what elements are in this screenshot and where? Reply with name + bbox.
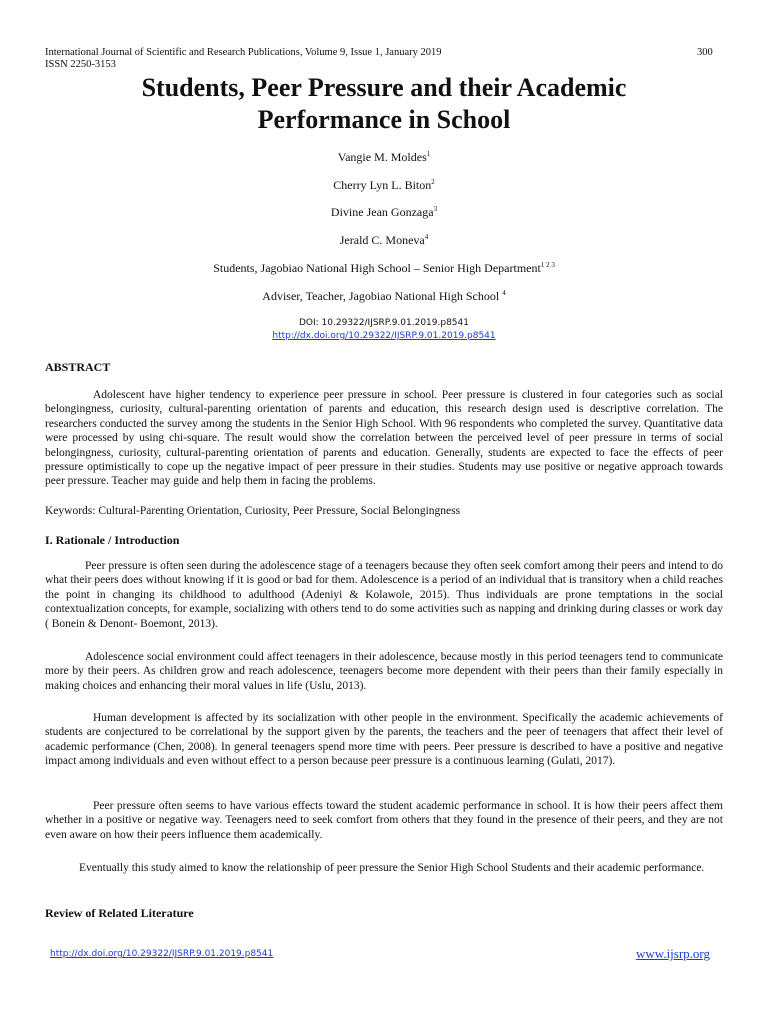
keywords: Keywords: Cultural-Parenting Orientation, Curiosity, Peer Pressure, Social Belongingness xyxy=(45,505,461,517)
author-4: Jerald C. Moneva$^4$ xyxy=(339,233,429,247)
footer-site-link[interactable]: www.ijsrp.org xyxy=(636,946,711,961)
paragraph: Eventually this study aimed to know the relationship of peer pressure the Senior High School Students and their academic performance. xyxy=(79,862,705,874)
page-number: 300 xyxy=(697,47,713,58)
paper-title xyxy=(60,72,708,136)
review-heading: Review of Related Literature xyxy=(45,906,194,920)
abstract-text: Adolescent have higher tendency to experience peer pressure in school. Peer pressure is clustered in four categories such as social belongingness, curiosity, cultural-parenting orientation of parents and education, this research design used is descriptive correlation. The researchers conducted the survey among the students in the Senior High School. With 96 respondents who completed the survey. Quantitative data were processed by using chi-square. The result would show the correlation between the perceived level of peer pressure in terms of social belongingness, curiosity, cultural-parenting orientation of parents and education. Generally, students are expected to face the effects of peer pressure optimistically to cope up the negative impact of peer pressure in their studies. Students may use positive or negative approach towards peer pressure. Teacher may guide and help them in facing the problems. xyxy=(45,389,723,488)
title-line-1: Students, Peer Pressure and their Academic xyxy=(141,73,627,102)
paragraph: Peer pressure often seems to have various effects toward the student academic performance in school. It is how their peers affect them whether in a positive or negative way. Teenagers need to seek comfort from others that they found in the presence of their peers, and they are not even aware on how their peers influence them academically. xyxy=(45,800,723,841)
section-heading: I. Rationale / Introduction xyxy=(45,533,180,547)
doi-link[interactable]: http://dx.doi.org/10.29322/IJSRP.9.01.2019.p8541 xyxy=(272,331,496,341)
abstract-heading: ABSTRACT xyxy=(45,360,111,374)
issn: ISSN 2250-3153 xyxy=(45,59,116,70)
affiliation-students: Students, Jagobiao National High School – Senior High Department$^{1 2 3}$ xyxy=(213,261,555,275)
affiliation-adviser: Adviser, Teacher, Jagobiao National High School $^4$ xyxy=(262,289,506,303)
author-2: Cherry Lyn L. Biton$^2$ xyxy=(333,178,435,192)
paragraph: Human development is affected by its socialization with other people in the environment. Specifically the academic achievements of students are conjectured to be correlational by the support given by the parents, the teachers and the peer of teenagers that affect their level of academic performance (Chen, 2008). In general teenagers spend more time with peers. Peer pressure is described to have a positive and negative impact among individuals and even without effect to a person because peer pressure is a continuous learning (Gulati, 2017). xyxy=(45,712,723,768)
author-1: Vangie M. Moldes$^1$ xyxy=(337,150,431,164)
title-line-2: Performance in School xyxy=(257,105,511,134)
paragraph: Adolescence social environment could affect teenagers in their adolescence, because mostly in this period teenagers tend to communicate more by their peers. As children grow and reach adolescence, teenagers become more dependent with their peers than their family especially in making choices and enhancing their moral values in life (Uslu, 2013). xyxy=(45,651,723,692)
journal-name: International Journal of Scientific and Research Publications, Volume 9, Issue 1, January 2019 xyxy=(45,47,442,58)
paragraph: Peer pressure is often seen during the adolescence stage of a teenagers because they often seek comfort among their peers and intend to do what their peers does without knowing if it is good or bad for them. Adolescence is a period of an individual that is transitory when a child reaches the point in changing its childhood to adulthood (Adeniyi & Kolawole, 2015). Thus individuals are prone temptations in the social contextualization concepts, for example, socializing with others tend to do some activities such as napping and drinking during classes or work day ( Bonein & Denont- Boemont, 2013). xyxy=(45,560,723,630)
doi-label: DOI: 10.29322/IJSRP.9.01.2019.p8541 xyxy=(299,318,469,328)
journal-header xyxy=(45,47,441,71)
author-3: Divine Jean Gonzaga$^3$ xyxy=(330,205,438,219)
footer-doi-link[interactable]: http://dx.doi.org/10.29322/IJSRP.9.01.2019.p8541 xyxy=(50,949,274,959)
